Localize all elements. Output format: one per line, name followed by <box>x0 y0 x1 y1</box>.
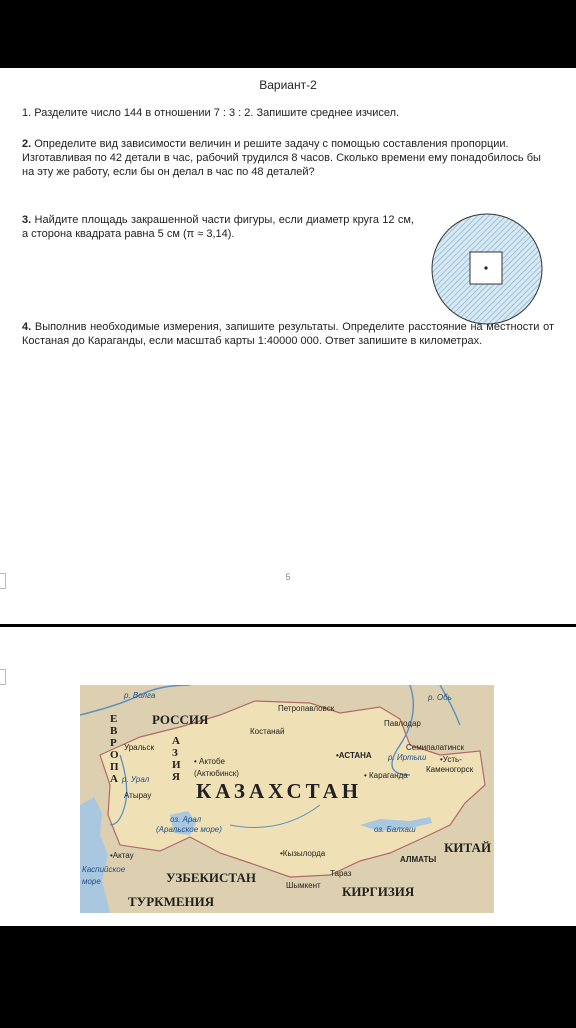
task-3-text: Найдите площадь закрашенной части фигуры, если диаметр круга 12 см, а сторона квадрата равна 5 см (π ≈ 3,14). <box>22 214 414 240</box>
label-aktobe: • Актобе <box>194 757 225 766</box>
label-aral-sea: (Аральское море) <box>156 825 222 834</box>
label-astana: •АСТАНА <box>336 751 372 760</box>
label-aktau: •Актау <box>110 851 134 860</box>
kazakhstan-map <box>80 685 494 913</box>
label-taraz: Тараз <box>330 869 352 878</box>
circle-square-figure <box>430 212 544 326</box>
label-kyzylorda: •Кызылорда <box>280 849 326 858</box>
label-europe-vertical: Е В Р О П А <box>110 713 119 785</box>
label-kazakhstan: КАЗАХСТАН <box>196 779 363 803</box>
label-asia-vertical: А З И Я <box>172 735 181 783</box>
label-volga: р. Волга <box>124 691 156 700</box>
task-2 <box>22 137 554 179</box>
task-4-number: 4. <box>22 321 32 333</box>
task-2-problem: Изготавливая по 42 детали в час, рабочий трудился 8 часов. Сколько времени ему понадобилось бы на эту же работу, если бы он делал в час по 48 деталей? <box>22 152 541 178</box>
label-caspian: Каспийское <box>82 865 126 874</box>
label-turkmenia: ТУРКМЕНИЯ <box>128 894 215 909</box>
label-russia: РОССИЯ <box>152 712 209 727</box>
label-caspian-sea: море <box>82 877 101 886</box>
document-page-2 <box>0 627 576 926</box>
label-shymkent: Шымкент <box>286 881 321 890</box>
label-ob: р. Обь <box>428 693 452 702</box>
label-ust: •Усть- <box>440 755 462 764</box>
task-3-number: 3. <box>22 214 32 226</box>
document-page <box>0 68 576 624</box>
task-1: 1. Разделите число 144 в отношении 7 : 3 : 2. Запишите среднее изчисел. <box>22 107 400 119</box>
label-kostanay: Костанай <box>250 727 285 736</box>
label-uralsk: Уральск <box>124 743 154 752</box>
page-edge-mark <box>0 573 6 589</box>
label-pavlodar: Павлодар <box>384 719 421 728</box>
task-3 <box>22 213 414 241</box>
task-2-number: 2. <box>22 138 32 150</box>
label-petropavlovsk: Петропавловск <box>278 704 335 713</box>
label-almaty: АЛМАТЫ <box>400 855 437 864</box>
label-uzbekistan: УЗБЕКИСТАН <box>166 870 256 885</box>
label-kitay: КИТАЙ <box>444 840 492 855</box>
label-karaganda: • Караганда <box>364 771 408 780</box>
label-kamenogorsk: Каменогорск <box>426 765 474 774</box>
label-balkhash: оз. Балхаш <box>374 825 416 834</box>
page-edge-mark <box>0 669 6 685</box>
label-atyrau: Атырау <box>124 791 152 800</box>
task-4 <box>22 320 554 348</box>
label-kirgizia: КИРГИЗИЯ <box>342 884 415 899</box>
label-irtysh: р. Иртыш <box>388 753 427 762</box>
label-ural-river: р. Урал <box>122 775 150 784</box>
label-semipalatinsk: Семипалатинск <box>406 743 464 752</box>
center-dot <box>484 266 487 269</box>
label-aral: оз. Арал <box>170 815 202 824</box>
page-number: 5 <box>285 572 291 582</box>
variant-title: Вариант-2 <box>259 78 317 92</box>
label-aktyubinsk: (Актюбинск) <box>194 769 239 778</box>
task-2-instruction: Определите вид зависимости величин и решите задачу с помощью составления пропорции. <box>34 138 509 150</box>
task-4-text: Выполнив необходимые измерения, запишите результаты. Определите расстояние на местности от Костаная до Караганды, если масштаб карты 1:40000 000. Ответ запишите в километрах. <box>22 321 554 347</box>
